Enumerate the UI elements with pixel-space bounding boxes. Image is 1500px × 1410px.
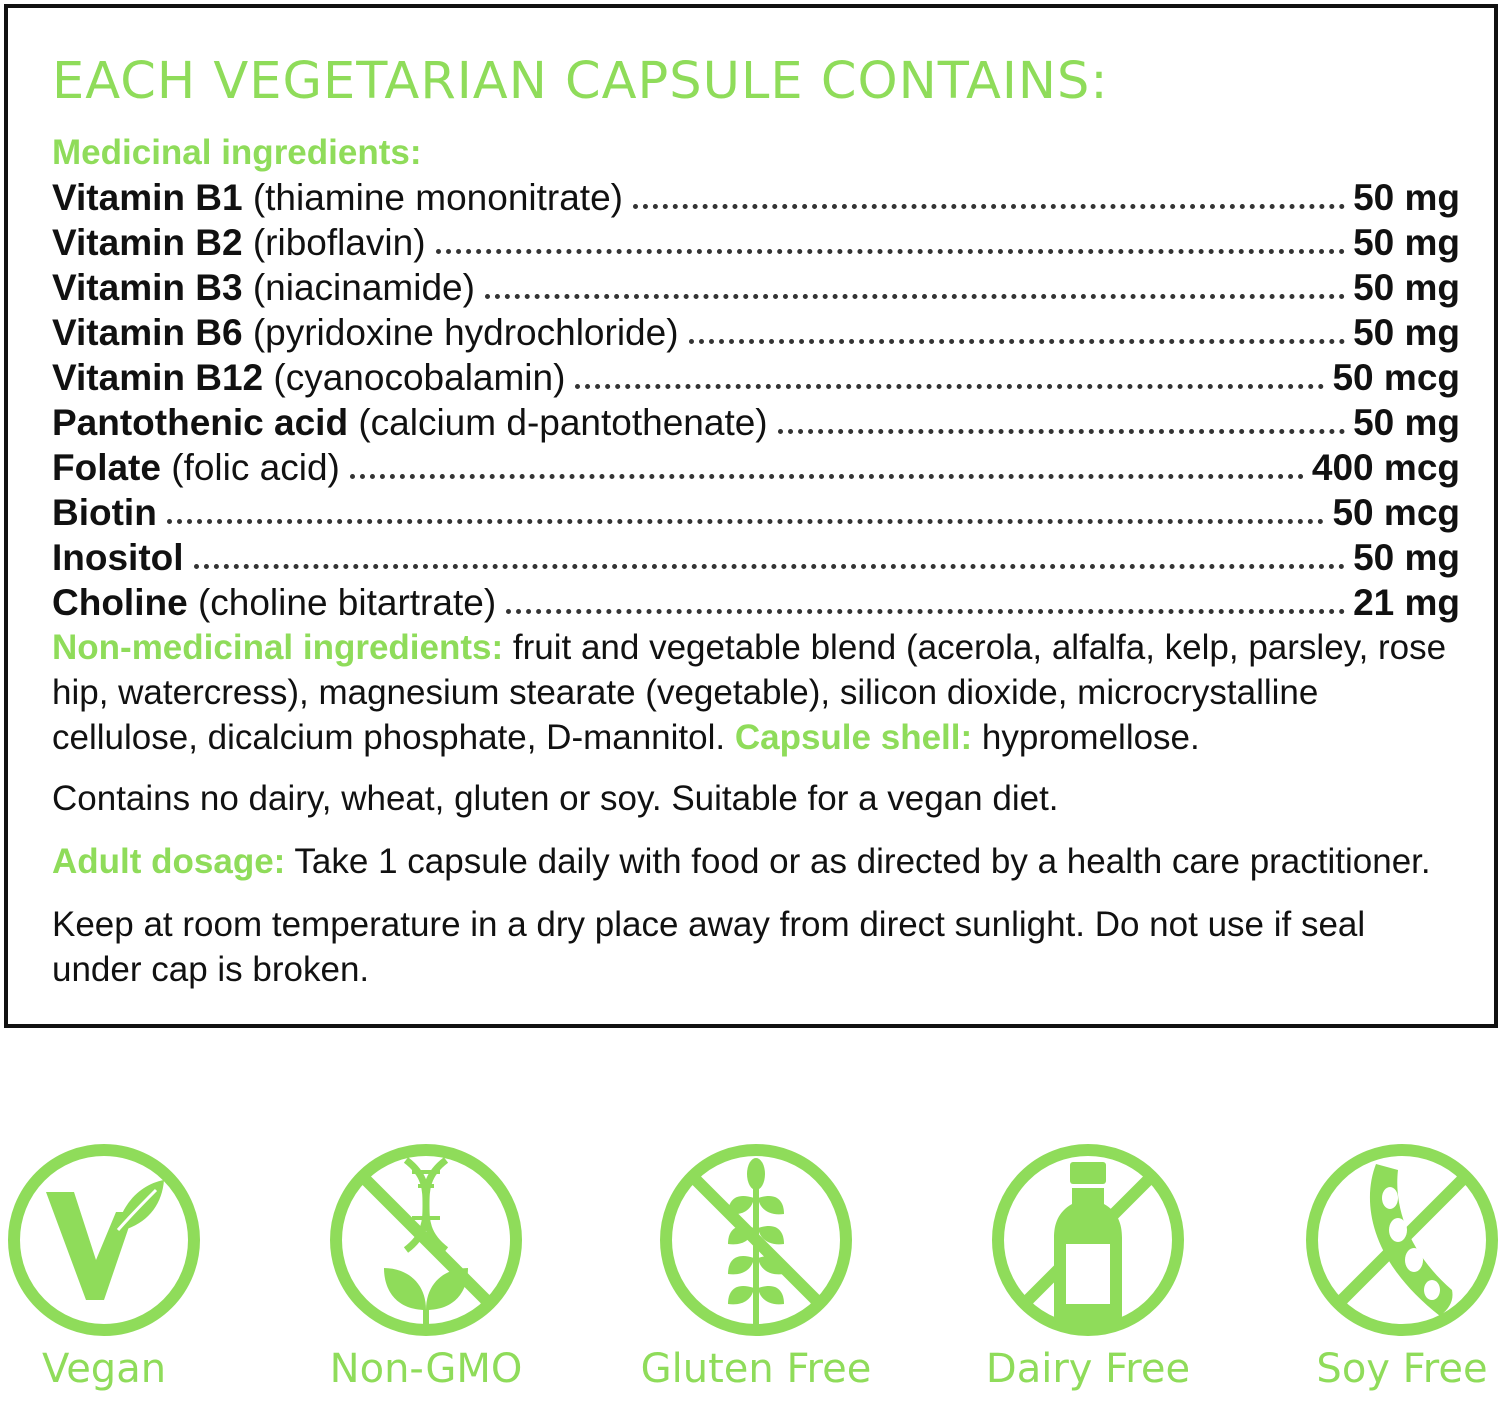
dosage-text: Take 1 capsule daily with food or as directed by a health care practitioner. <box>285 842 1431 881</box>
ingredient-amount: 50 mg <box>1353 402 1460 443</box>
ingredient-row <box>52 400 1460 445</box>
ingredient-amount: 50 mg <box>1353 537 1460 578</box>
ingredient-row <box>52 535 1460 580</box>
ingredient-row <box>52 355 1460 400</box>
dot-leader <box>506 609 1345 614</box>
badge-non-gmo <box>326 1140 526 1410</box>
ingredient-amount: 50 mg <box>1353 222 1460 263</box>
ingredient-row <box>52 490 1460 535</box>
dot-leader <box>778 429 1345 434</box>
badge-label: Non-GMO <box>329 1346 523 1392</box>
capsule-shell-text: hypromellose. <box>972 718 1200 757</box>
non-gmo-dna-icon <box>326 1140 526 1340</box>
badge-vegan <box>4 1140 204 1410</box>
medicinal-heading: Medicinal ingredients: <box>52 133 422 172</box>
ingredient-name: Inositol <box>52 537 184 578</box>
ingredient-name: Choline <box>52 582 188 623</box>
dot-leader <box>350 474 1304 479</box>
ingredient-detail: (niacinamide) <box>242 267 475 308</box>
ingredient-list <box>52 175 1460 625</box>
gluten-free-wheat-icon <box>656 1140 856 1340</box>
storage-statement: Keep at room temperature in a dry place away from direct sunlight. Do not use if seal under cap is broken. <box>52 905 1366 989</box>
ingredient-amount: 50 mcg <box>1332 357 1460 398</box>
ingredient-detail: (folic acid) <box>160 447 340 488</box>
ingredient-detail: (choline bitartrate) <box>187 582 497 623</box>
ingredient-detail: (pyridoxine hydrochloride) <box>242 312 679 353</box>
ingredient-amount: 50 mg <box>1353 267 1460 308</box>
dot-leader <box>689 339 1346 344</box>
vegan-v-leaf-icon <box>4 1140 204 1340</box>
ingredient-detail: (riboflavin) <box>242 222 426 263</box>
badge-label: Soy Free <box>1316 1346 1488 1392</box>
dot-leader <box>167 519 1325 524</box>
soy-free-pod-icon <box>1302 1140 1500 1340</box>
ingredient-amount: 400 mcg <box>1311 447 1460 488</box>
ingredient-amount: 21 mg <box>1353 582 1460 623</box>
dosage-paragraph <box>52 839 1462 884</box>
supplement-facts-panel <box>4 4 1498 1028</box>
badge-gluten-free <box>640 1140 872 1410</box>
ingredient-detail: (thiamine mononitrate) <box>242 177 623 218</box>
ingredient-row <box>52 220 1460 265</box>
ingredient-amount: 50 mg <box>1353 177 1460 218</box>
ingredient-detail: (calcium d-pantothenate) <box>348 402 768 443</box>
ingredient-name: Vitamin B2 <box>52 222 243 263</box>
dot-leader <box>436 249 1346 254</box>
badge-label: Gluten Free <box>640 1346 872 1392</box>
dot-leader <box>633 204 1345 209</box>
dosage-heading: Adult dosage: <box>52 842 286 881</box>
capsule-shell-heading: Capsule shell: <box>734 718 973 757</box>
badge-soy-free <box>1302 1140 1500 1410</box>
ingredient-name: Biotin <box>52 492 157 533</box>
ingredient-amount: 50 mcg <box>1332 492 1460 533</box>
non-medicinal-paragraph <box>52 625 1462 760</box>
panel-title: EACH VEGETARIAN CAPSULE CONTAINS: <box>52 52 1109 111</box>
ingredient-row <box>52 580 1460 625</box>
ingredient-name: Vitamin B6 <box>52 312 243 353</box>
dot-leader <box>194 564 1346 569</box>
dairy-free-bottle-icon <box>988 1140 1188 1340</box>
badge-dairy-free <box>985 1140 1191 1410</box>
ingredient-name: Vitamin B1 <box>52 177 243 218</box>
non-medicinal-heading: Non-medicinal ingredients: <box>52 628 504 667</box>
ingredient-row <box>52 265 1460 310</box>
ingredient-row <box>52 175 1460 220</box>
ingredient-name: Folate <box>52 447 161 488</box>
ingredient-name: Vitamin B12 <box>52 357 264 398</box>
dot-leader <box>575 384 1324 389</box>
ingredient-name: Vitamin B3 <box>52 267 243 308</box>
non-medicinal-text: fruit and vegetable blend (acerola, alfalfa, kelp, parsley, rose hip, watercress), magnesium stearate (vegetable), silicon dioxide, microcrystalline cellulose, dicalcium phosphate, D-mannitol. <box>52 628 1447 757</box>
ingredient-name: Pantothenic acid <box>52 402 349 443</box>
ingredient-row <box>52 310 1460 355</box>
ingredient-row <box>52 445 1460 490</box>
dot-leader <box>485 294 1345 299</box>
badge-label: Dairy Free <box>985 1346 1191 1392</box>
allergen-statement: Contains no dairy, wheat, gluten or soy. Suitable for a vegan diet. <box>52 779 1059 818</box>
ingredient-amount: 50 mg <box>1353 312 1460 353</box>
badge-label: Vegan <box>41 1346 167 1392</box>
ingredient-detail: (cyanocobalamin) <box>263 357 566 398</box>
